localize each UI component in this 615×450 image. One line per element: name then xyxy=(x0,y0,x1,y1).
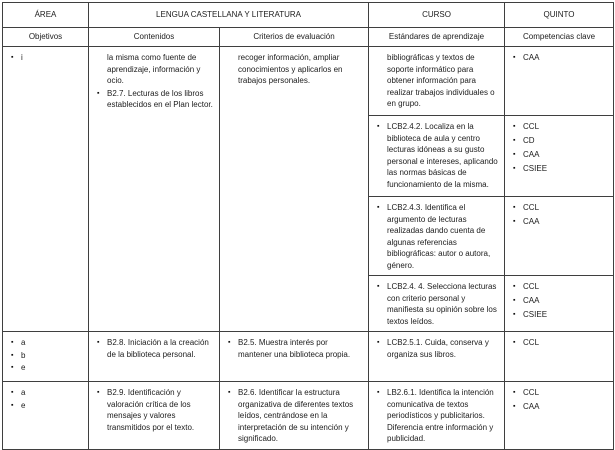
bullet-icon: ▪ xyxy=(513,311,516,318)
contenidos-cell xyxy=(89,332,220,382)
bullet-icon: ▪ xyxy=(97,89,100,97)
estandar-item xyxy=(377,337,499,360)
competencia-item xyxy=(513,309,608,321)
table-row xyxy=(3,47,614,116)
competencias-cell xyxy=(505,47,614,116)
objetivo-item xyxy=(11,337,83,349)
competencia-text: CAA xyxy=(523,217,540,226)
header-row-top xyxy=(3,3,614,28)
estandar-item xyxy=(377,281,499,327)
bullet-icon: ▪ xyxy=(377,204,380,211)
bullet-icon: ▪ xyxy=(97,389,100,396)
competencias-cell xyxy=(505,116,614,197)
competencia-item xyxy=(513,163,608,175)
estandares-cell xyxy=(369,116,505,197)
contenido-item xyxy=(97,88,214,111)
header-competencias: Competencias clave xyxy=(505,28,614,47)
estandar-item xyxy=(377,387,499,445)
estandares-cell xyxy=(369,197,505,276)
competencia-item xyxy=(513,121,608,133)
bullet-icon: ▪ xyxy=(513,204,516,211)
competencia-item xyxy=(513,202,608,214)
bullet-spacer xyxy=(228,52,238,87)
competencia-item xyxy=(513,52,608,64)
header-grade: QUINTO xyxy=(505,3,614,28)
bullet-icon: ▪ xyxy=(513,339,516,346)
contenidos-cell xyxy=(89,47,220,332)
objetivo-item xyxy=(11,400,83,412)
objetivo-text: a xyxy=(21,388,26,397)
header-row-columns xyxy=(3,28,614,47)
header-contenidos: Contenidos xyxy=(89,28,220,47)
competencia-item xyxy=(513,295,608,307)
criterio-text: B2.6. Identificar la estructura organizativa de diferentes textos leídos, centrándose en la interpretación de su intención y significado. xyxy=(238,388,354,443)
contenido-text: B2.8. Iniciación a la creación de la biblioteca personal. xyxy=(107,338,209,359)
bullet-icon: ▪ xyxy=(11,351,14,359)
competencia-text: CCL xyxy=(523,122,540,131)
criterio-item xyxy=(228,337,363,360)
estandares-cell xyxy=(369,332,505,382)
criterio-text: B2.5. Muestra interés por mantener una biblioteca propia. xyxy=(238,338,351,359)
bullet-icon: ▪ xyxy=(513,297,516,304)
criterios-cell xyxy=(220,47,369,332)
objetivo-text: b xyxy=(21,350,26,360)
curriculum-table xyxy=(2,2,614,450)
bullet-icon: ▪ xyxy=(513,137,516,144)
competencia-item xyxy=(513,401,608,413)
header-course: CURSO xyxy=(369,3,505,28)
objetivos-cell xyxy=(3,332,89,382)
criterio-item xyxy=(228,387,363,445)
header-subject: LENGUA CASTELLANA Y LITERATURA xyxy=(89,3,369,28)
estandares-cell xyxy=(369,276,505,332)
competencia-item xyxy=(513,135,608,147)
estandar-text: LB2.6.1. Identifica la intención comunicativa de textos periodísticos y publicitarios. Diferencia entre información y publicidad. xyxy=(387,388,494,443)
header-objetivos: Objetivos xyxy=(3,28,89,47)
header-area: ÁREA xyxy=(3,3,89,28)
bullet-icon: ▪ xyxy=(97,339,100,346)
bullet-icon: ▪ xyxy=(377,339,380,346)
objetivo-item xyxy=(11,362,83,374)
contenido-text: B2.7. Lecturas de los libros establecidos en el Plan lector. xyxy=(107,88,213,109)
competencia-text: CCL xyxy=(523,338,540,347)
header-estandares: Estándares de aprendizaje xyxy=(369,28,505,47)
bullet-icon: ▪ xyxy=(11,389,14,396)
competencias-cell xyxy=(505,276,614,332)
bullet-icon: ▪ xyxy=(513,165,516,172)
bullet-icon: ▪ xyxy=(513,403,516,410)
competencia-text: CAA xyxy=(523,402,540,411)
bullet-icon: ▪ xyxy=(11,339,14,346)
bullet-icon: ▪ xyxy=(513,218,516,225)
bullet-icon: ▪ xyxy=(228,389,231,396)
objetivo-text: e xyxy=(21,363,26,372)
estandares-cell xyxy=(369,47,505,116)
criterio-text: recoger información, ampliar conocimientos y aplicarlos en trabajos personales. xyxy=(238,53,343,85)
competencia-text: CSIEE xyxy=(523,164,548,173)
estandar-text: LCB2.5.1. Cuida, conserva y organiza sus libros. xyxy=(387,338,489,359)
bullet-spacer xyxy=(97,52,107,87)
objetivo-text: i xyxy=(21,53,23,62)
objetivos-cell xyxy=(3,47,89,332)
bullet-icon: ▪ xyxy=(11,401,14,409)
competencia-text: CAA xyxy=(523,150,540,159)
competencia-text: CCL xyxy=(523,203,540,212)
bullet-icon: ▪ xyxy=(513,283,516,290)
estandar-item xyxy=(377,52,499,110)
competencia-text: CCL xyxy=(523,388,540,397)
objetivo-item xyxy=(11,350,83,362)
objetivo-text: e xyxy=(21,400,26,410)
estandar-item xyxy=(377,202,499,271)
bullet-icon: ▪ xyxy=(513,54,516,61)
competencia-text: CAA xyxy=(523,296,540,305)
contenido-item xyxy=(97,337,214,360)
objetivo-text: a xyxy=(21,338,26,347)
bullet-icon: ▪ xyxy=(11,54,14,61)
estandar-text: LCB2.4.3. Identifica el argumento de lecturas realizadas dando cuenta de algunas referencias bibliográficas: autor o autora, género. xyxy=(387,203,491,270)
estandar-text: LCB2.4.2. Localiza en la biblioteca de aula y centro lecturas idóneas a su gusto personal e intereses, aplicando las normas básicas de funcionamiento de la misma. xyxy=(387,122,498,189)
criterio-item xyxy=(228,52,363,87)
bullet-icon: ▪ xyxy=(377,283,380,290)
header-criterios: Criterios de evaluación xyxy=(220,28,369,47)
criterios-cell xyxy=(220,332,369,382)
competencia-text: CAA xyxy=(523,53,540,62)
bullet-icon: ▪ xyxy=(513,389,516,396)
contenido-item xyxy=(97,387,214,433)
estandar-item xyxy=(377,121,499,190)
contenido-text: la misma como fuente de aprendizaje, información y ocio. xyxy=(107,53,201,85)
bullet-icon: ▪ xyxy=(513,123,516,130)
bullet-icon: ▪ xyxy=(377,123,380,130)
competencia-text: CSIEE xyxy=(523,310,548,319)
estandar-text: LCB2.4. 4. Selecciona lecturas con criterio personal y manifiesta su opinión sobre los textos leídos. xyxy=(387,282,497,326)
bullet-icon: ▪ xyxy=(513,151,516,158)
competencia-item xyxy=(513,149,608,161)
competencia-item xyxy=(513,216,608,228)
table-row xyxy=(3,332,614,382)
bullet-spacer xyxy=(377,52,387,110)
competencia-item xyxy=(513,337,608,349)
objetivo-item xyxy=(11,387,83,399)
bullet-icon: ▪ xyxy=(377,389,380,396)
bullet-icon: ▪ xyxy=(11,364,14,371)
bullet-icon: ▪ xyxy=(228,339,231,346)
competencias-cell xyxy=(505,332,614,382)
objetivo-item xyxy=(11,52,83,64)
competencia-text: CD xyxy=(523,136,535,145)
competencia-item xyxy=(513,281,608,293)
competencias-cell xyxy=(505,197,614,276)
contenido-text: B2.9. Identificación y valoración crítica de los mensajes y valores transmitidos por el texto. xyxy=(107,388,195,432)
competencia-text: CCL xyxy=(523,282,540,291)
estandar-text: bibliográficas y textos de soporte informático para obtener información para realizar trabajos individuales o en grupo. xyxy=(387,53,495,108)
competencia-item xyxy=(513,387,608,399)
contenido-item xyxy=(97,52,214,87)
